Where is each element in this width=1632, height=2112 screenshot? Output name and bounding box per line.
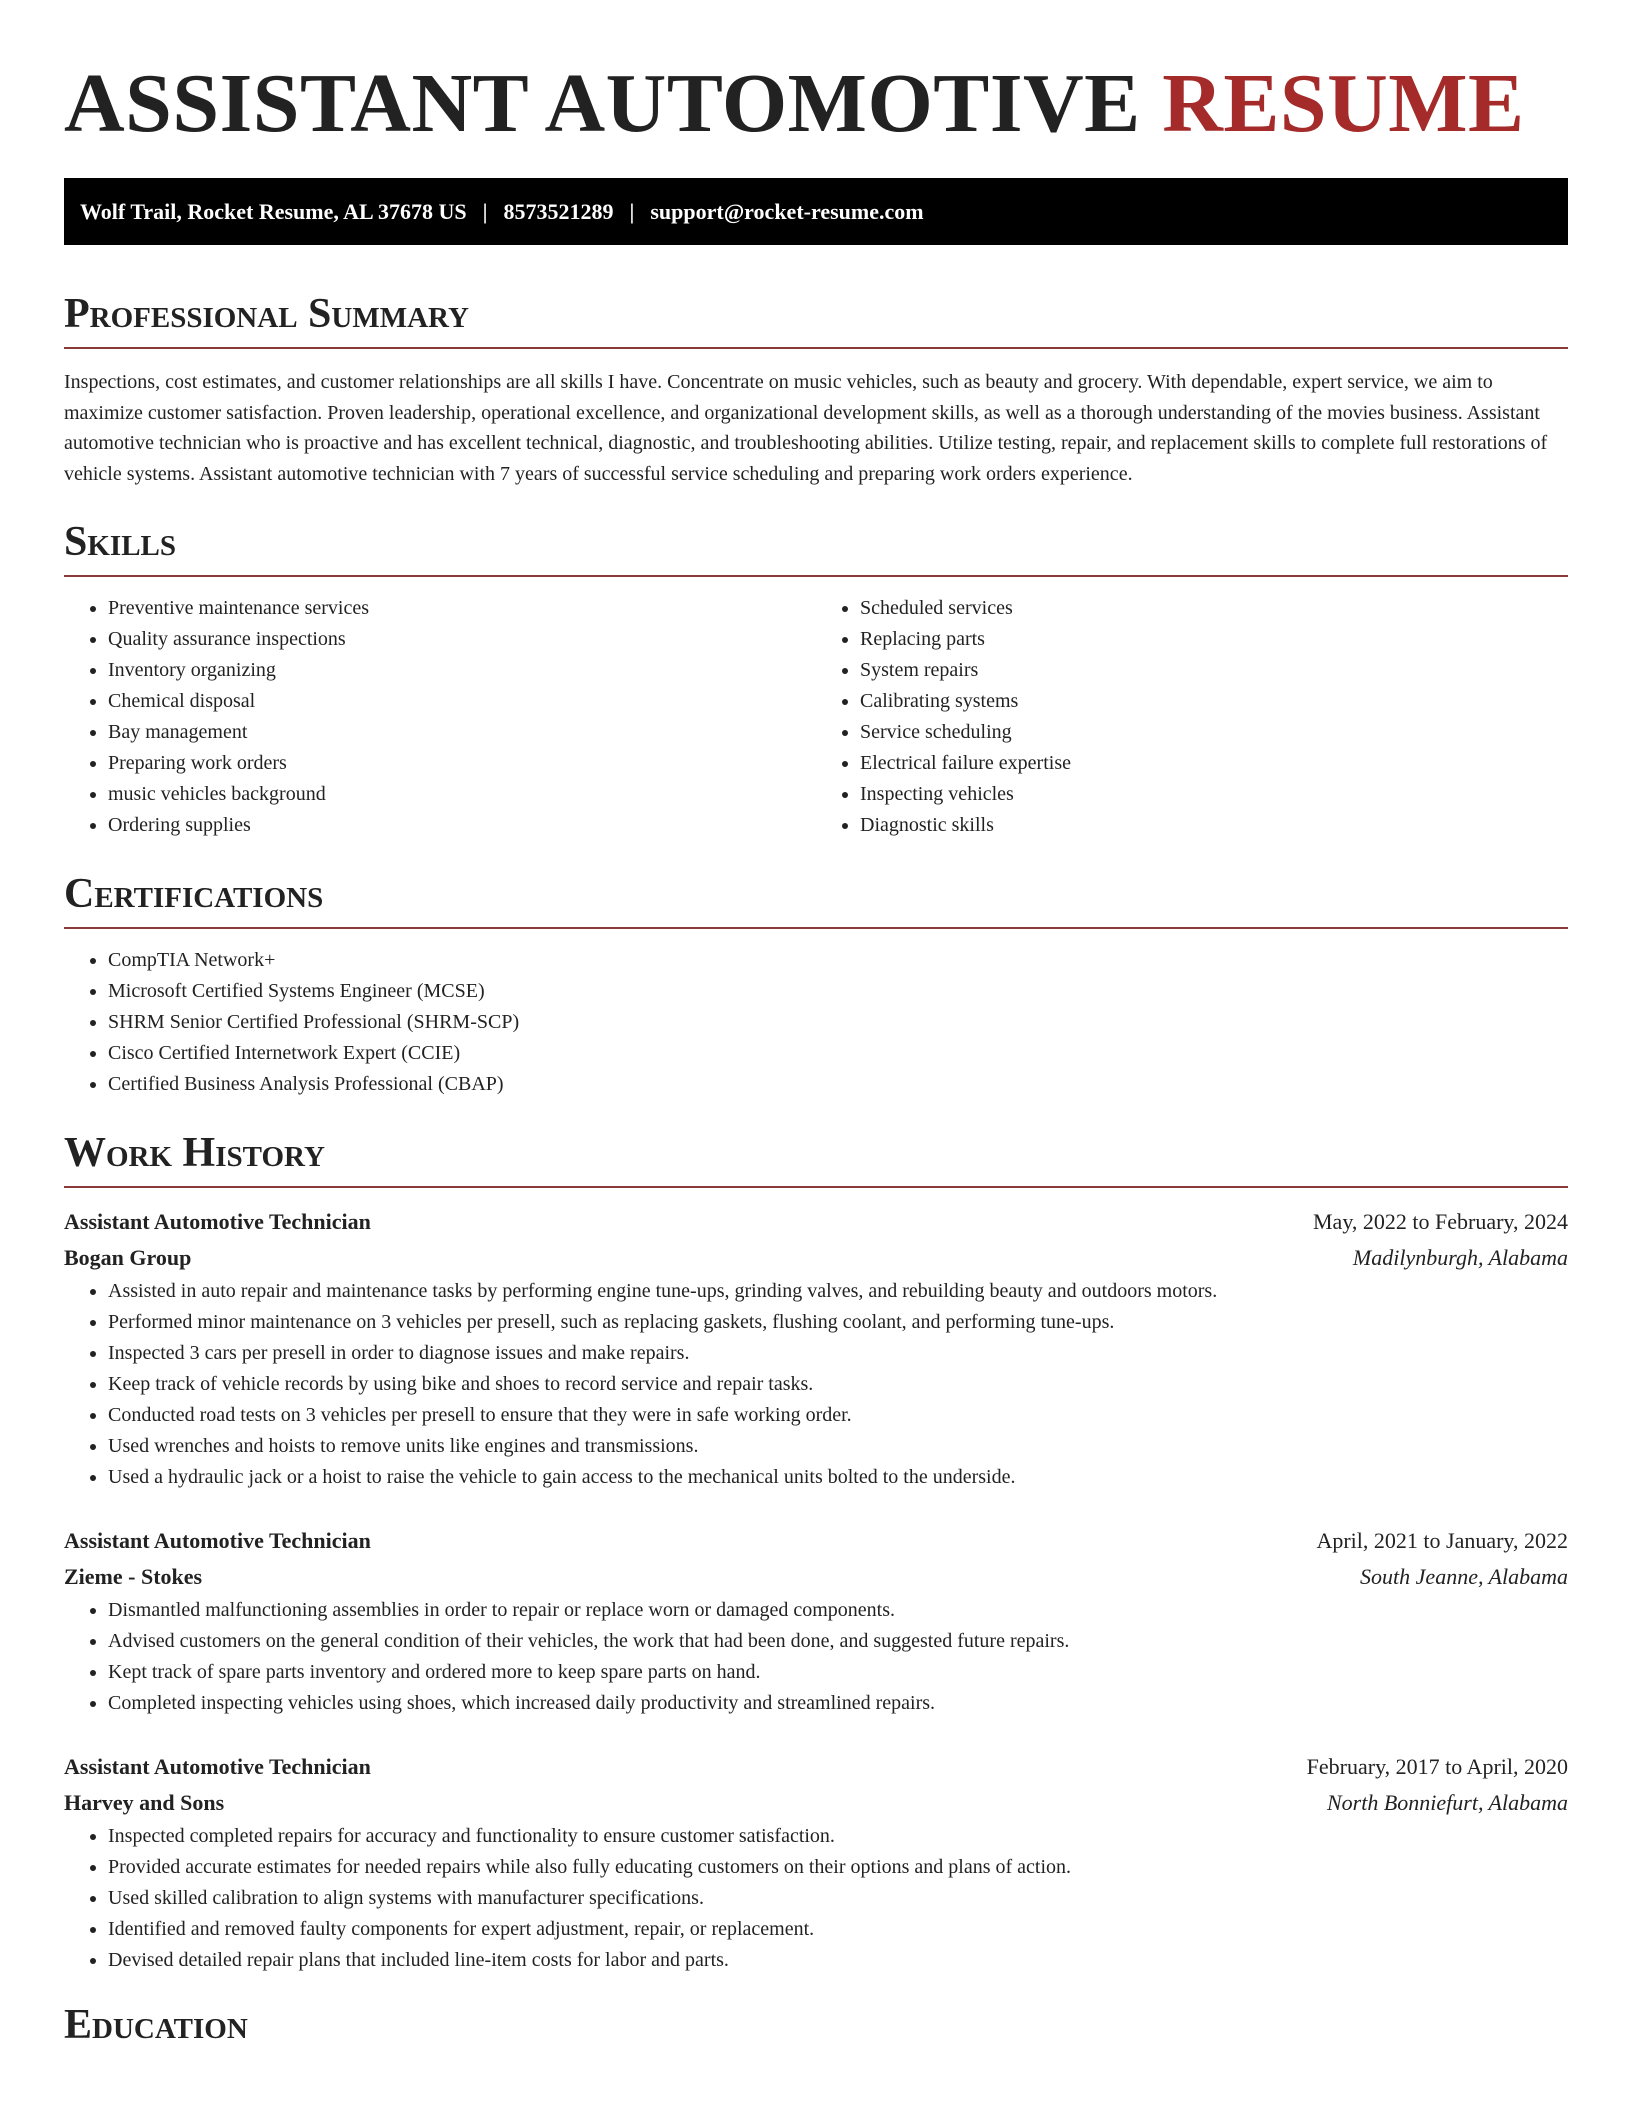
summary-text: Inspections, cost estimates, and customer relationships are all skills I have. Concentrate on music vehicles, such as beauty and grocery. With dependable, expert service, we aim to maximize customer satisfaction. Proven leadership, operational excellence, and organizational development skills, as well as a thorough understanding of the movies business. Assistant automotive technician who is proactive and has excellent technical, diagnostic, and troubleshooting abilities. Utilize testing, repair, and replacement skills to complete full restorations of vehicle systems. Assistant automotive technician with 7 years of successful service scheduling and preparing work orders experience.: [64, 371, 1548, 485]
skills-heading: Skills: [64, 519, 177, 565]
certifications-heading: Certifications: [64, 871, 324, 917]
job-company: Bogan Group: [64, 1245, 192, 1270]
section-divider: [64, 347, 1568, 349]
list-item: • CompTIA Network+: [108, 945, 1568, 976]
section-divider: [64, 575, 1568, 577]
list-item: • Devised detailed repair plans that included line-item costs for labor and parts.: [108, 1945, 1568, 1976]
job-title: Assistant Automotive Technician: [64, 1528, 371, 1553]
contact-phone: 8573521289: [503, 199, 614, 224]
contact-address: Wolf Trail, Rocket Resume, AL 37678 US: [80, 199, 467, 224]
list-item: • Microsoft Certified Systems Engineer (MCSE): [108, 976, 1568, 1007]
list-item: • Inspecting vehicles: [860, 779, 1568, 810]
contact-separator: |: [629, 199, 635, 224]
list-item: • Inspected 3 cars per presell in order to diagnose issues and make repairs.: [108, 1338, 1568, 1369]
contact-separator: |: [482, 199, 488, 224]
list-item: • Used a hydraulic jack or a hoist to raise the vehicle to gain access to the mechanical units bolted to the underside.: [108, 1462, 1568, 1493]
job-dates: April, 2021 to January, 2022: [1316, 1528, 1568, 1553]
section-divider: [64, 927, 1568, 929]
job-company: Zieme - Stokes: [64, 1564, 203, 1589]
list-item: • Inventory organizing: [108, 655, 816, 686]
list-item: • Replacing parts: [860, 624, 1568, 655]
job-entry: [64, 1523, 1568, 1719]
job-location: Madilynburgh, Alabama: [1352, 1245, 1568, 1270]
list-item: • Inspected completed repairs for accuracy and functionality to ensure customer satisfaction.: [108, 1821, 1568, 1852]
job-duties-list: [64, 1821, 1568, 1976]
list-item: • Scheduled services: [860, 593, 1568, 624]
page-title: [64, 0, 1568, 152]
list-item: • Kept track of spare parts inventory and ordered more to keep spare parts on hand.: [108, 1657, 1568, 1688]
list-item: • Cisco Certified Internetwork Expert (CCIE): [108, 1038, 1568, 1069]
skills-columns: [64, 593, 1568, 841]
job-dates: May, 2022 to February, 2024: [1313, 1209, 1568, 1234]
summary-section: [64, 289, 1568, 489]
job-company-row: [64, 1785, 1568, 1821]
job-title-row: [64, 1749, 1568, 1785]
job-duties-list: [64, 1595, 1568, 1719]
job-location: North Bonniefurt, Alabama: [1327, 1790, 1568, 1815]
list-item: • Assisted in auto repair and maintenance tasks by performing engine tune-ups, grinding valves, and rebuilding beauty and outdoors motors.: [108, 1276, 1568, 1307]
list-item: • Completed inspecting vehicles using shoes, which increased daily productivity and streamlined repairs.: [108, 1688, 1568, 1719]
list-item: • Calibrating systems: [860, 686, 1568, 717]
list-item: • Electrical failure expertise: [860, 748, 1568, 779]
job-location: South Jeanne, Alabama: [1360, 1564, 1568, 1589]
job-title-row: [64, 1204, 1568, 1240]
work-history-heading: Work History: [64, 1130, 325, 1176]
list-item: • Used wrenches and hoists to remove units like engines and transmissions.: [108, 1431, 1568, 1462]
skills-list-right: [816, 593, 1568, 841]
job-entry: [64, 1204, 1568, 1493]
summary-heading: Professional Summary: [64, 291, 469, 337]
work-history-section: [64, 1128, 1568, 1976]
contact-email: support@rocket-resume.com: [650, 199, 924, 224]
job-duties-list: [64, 1276, 1568, 1493]
title-accent: RESUME: [1162, 57, 1525, 150]
list-item: • Bay management: [108, 717, 816, 748]
list-item: • Conducted road tests on 3 vehicles per presell to ensure that they were in safe working order.: [108, 1400, 1568, 1431]
list-item: • SHRM Senior Certified Professional (SHRM-SCP): [108, 1007, 1568, 1038]
certifications-section: [64, 869, 1568, 1100]
job-company-row: [64, 1559, 1568, 1595]
job-company: Harvey and Sons: [64, 1790, 225, 1815]
title-main: ASSISTANT AUTOMOTIVE: [64, 57, 1141, 150]
list-item: • Advised customers on the general condition of their vehicles, the work that had been done, and suggested future repairs.: [108, 1626, 1568, 1657]
list-item: • Preparing work orders: [108, 748, 816, 779]
list-item: • Identified and removed faulty components for expert adjustment, repair, or replacement.: [108, 1914, 1568, 1945]
job-entry: [64, 1749, 1568, 1976]
contact-bar: [64, 178, 1568, 245]
list-item: • Certified Business Analysis Professional (CBAP): [108, 1069, 1568, 1100]
list-item: • Chemical disposal: [108, 686, 816, 717]
list-item: • Quality assurance inspections: [108, 624, 816, 655]
list-item: • Provided accurate estimates for needed repairs while also fully educating customers on their options and plans of action.: [108, 1852, 1568, 1883]
list-item: • Ordering supplies: [108, 810, 816, 841]
job-title: Assistant Automotive Technician: [64, 1209, 371, 1234]
certifications-list: [64, 945, 1568, 1100]
resume-page: [64, 0, 1568, 2050]
job-dates: February, 2017 to April, 2020: [1306, 1754, 1568, 1779]
job-company-row: [64, 1240, 1568, 1276]
list-item: • System repairs: [860, 655, 1568, 686]
education-heading: Education: [64, 2002, 248, 2048]
list-item: • Dismantled malfunctioning assemblies in order to repair or replace worn or damaged components.: [108, 1595, 1568, 1626]
skills-section: [64, 517, 1568, 841]
job-title-row: [64, 1523, 1568, 1559]
education-section: [64, 2000, 1568, 2050]
job-title: Assistant Automotive Technician: [64, 1754, 371, 1779]
list-item: • music vehicles background: [108, 779, 816, 810]
list-item: • Performed minor maintenance on 3 vehicles per presell, such as replacing gaskets, flushing coolant, and performing tune-ups.: [108, 1307, 1568, 1338]
list-item: • Diagnostic skills: [860, 810, 1568, 841]
list-item: • Keep track of vehicle records by using bike and shoes to record service and repair tasks.: [108, 1369, 1568, 1400]
list-item: • Service scheduling: [860, 717, 1568, 748]
list-item: • Preventive maintenance services: [108, 593, 816, 624]
skills-list-left: [64, 593, 816, 841]
list-item: • Used skilled calibration to align systems with manufacturer specifications.: [108, 1883, 1568, 1914]
section-divider: [64, 1186, 1568, 1188]
